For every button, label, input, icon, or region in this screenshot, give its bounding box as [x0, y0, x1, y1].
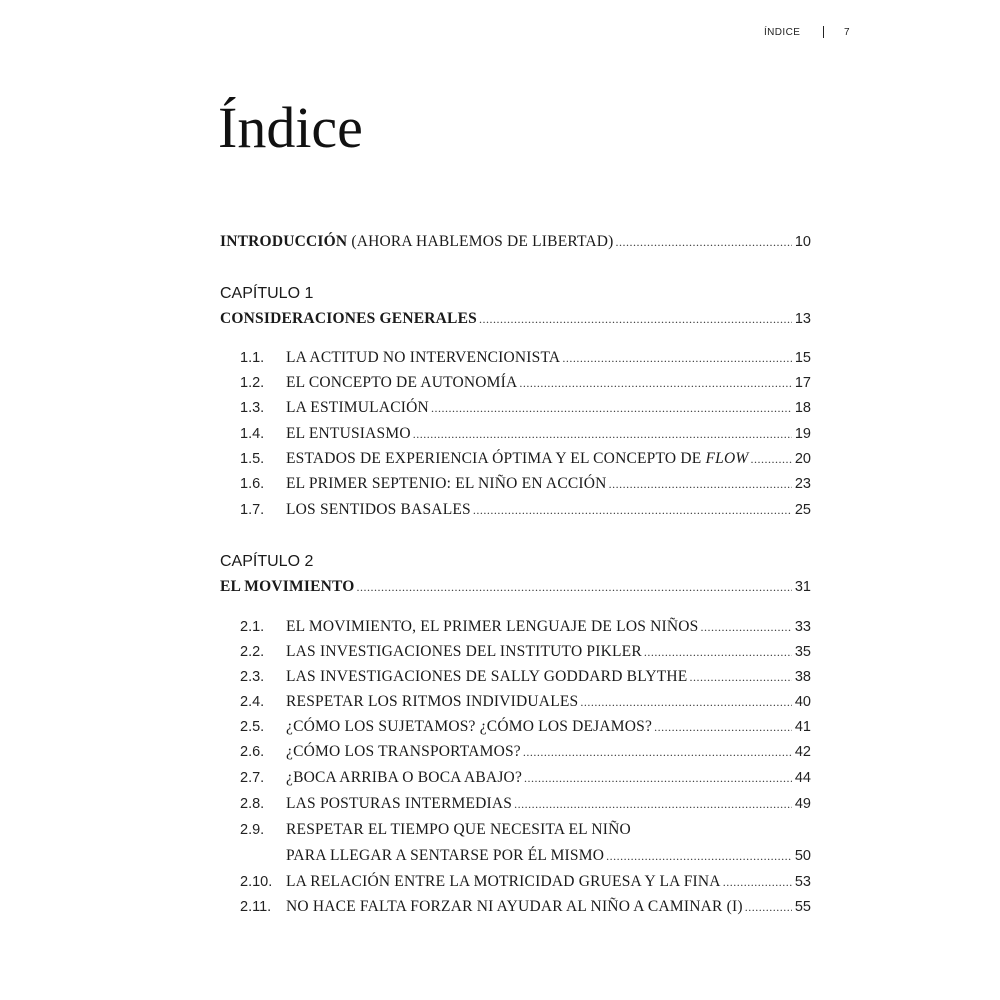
toc-entry-number: 2.8.	[240, 796, 265, 812]
dot-leader	[616, 231, 792, 253]
toc-entry-number: 2.3.	[240, 669, 265, 685]
running-head-page-number: 7	[844, 27, 850, 38]
toc-entry-label: EL CONCEPTO DE AUTONOMÍA	[286, 374, 518, 391]
toc-entry-2-7[interactable]	[240, 767, 811, 789]
toc-entry-page: 49	[794, 796, 811, 812]
toc-entry-2-2[interactable]	[240, 641, 811, 663]
chapter-2-title: EL MOVIMIENTO	[220, 578, 355, 595]
toc-entry-number: 2.2.	[240, 644, 265, 660]
toc-entry-label: LA RELACIÓN ENTRE LA MOTRICIDAD GRUESA Y LA FINA	[286, 873, 721, 890]
toc-entry-1-7[interactable]	[240, 499, 811, 521]
toc-entry-2-4[interactable]	[240, 691, 811, 713]
dot-leader	[689, 666, 791, 688]
dot-leader	[479, 308, 792, 330]
toc-entry-page: 15	[794, 350, 811, 366]
toc-entry-number: 2.1.	[240, 619, 265, 635]
dot-leader	[580, 691, 792, 713]
dot-leader	[745, 896, 792, 918]
toc-entry-label: ¿CÓMO LOS SUJETAMOS? ¿CÓMO LOS DEJAMOS?	[286, 718, 653, 735]
toc-entry-number: 2.9.	[240, 822, 265, 838]
toc-entry-2-10[interactable]	[240, 871, 811, 893]
dot-leader	[431, 397, 792, 419]
toc-entry-number: 1.2.	[240, 375, 265, 391]
toc-entry-number: 2.6.	[240, 744, 265, 760]
toc-entry-number: 1.6.	[240, 476, 265, 492]
toc-entry-label	[220, 231, 614, 253]
toc-entry-label: LAS INVESTIGACIONES DE SALLY GODDARD BLYTHE	[286, 668, 688, 685]
toc-entry-number: 2.4.	[240, 694, 265, 710]
page-title: Índice	[218, 95, 363, 160]
toc-entry-label: LAS POSTURAS INTERMEDIAS	[286, 795, 513, 812]
toc-entry-introduccion[interactable]	[220, 231, 811, 253]
toc-entry-page: 13	[794, 311, 811, 327]
toc-entry-page: 38	[794, 669, 811, 685]
toc-entry-label-rest: (AHORA HABLEMOS DE LIBERTAD)	[347, 233, 614, 250]
toc-entry-label: NO HACE FALTA FORZAR NI AYUDAR AL NIÑO A CAMINAR (I)	[286, 898, 743, 915]
toc-entry-label	[286, 448, 749, 470]
dot-leader	[606, 845, 792, 867]
toc-entry-page: 23	[794, 476, 811, 492]
running-head-title: ÍNDICE	[764, 27, 801, 38]
toc-entry-label: EL MOVIMIENTO, EL PRIMER LENGUAJE DE LOS NIÑOS	[286, 618, 699, 635]
toc-entry-label	[220, 308, 477, 330]
dot-leader	[413, 423, 792, 445]
toc-entry-number: 2.10.	[240, 874, 273, 890]
toc-entry-page: 42	[794, 744, 811, 760]
toc-entry-label: LA ESTIMULACIÓN	[286, 399, 429, 416]
toc-entry-page: 10	[794, 234, 811, 250]
toc-entry-label: EL ENTUSIASMO	[286, 425, 411, 442]
toc-entry-2-9[interactable]	[240, 819, 811, 841]
toc-entry-page: 18	[794, 400, 811, 416]
toc-entry-page: 19	[794, 426, 811, 442]
toc-entry-2-6[interactable]	[240, 741, 811, 763]
toc-entry-label: ¿CÓMO LOS TRANSPORTAMOS?	[286, 743, 521, 760]
dot-leader	[514, 793, 792, 815]
toc-entry-page: 17	[794, 375, 811, 391]
dot-leader	[523, 741, 792, 763]
toc-entry-2-11[interactable]	[240, 896, 811, 918]
toc-entry-page: 44	[794, 770, 811, 786]
dot-leader	[751, 448, 792, 470]
toc-entry-chapter-2-title[interactable]	[220, 576, 811, 598]
toc-entry-page: 35	[794, 644, 811, 660]
toc-entry-2-8[interactable]	[240, 793, 811, 815]
chapter-1-title: CONSIDERACIONES GENERALES	[220, 310, 477, 327]
toc-entry-label: RESPETAR EL TIEMPO QUE NECESITA EL NIÑO	[286, 821, 631, 838]
toc-entry-label-italic: FLOW	[705, 450, 749, 467]
toc-entry-1-1[interactable]	[240, 347, 811, 369]
toc-entry-2-3[interactable]	[240, 666, 811, 688]
dot-leader	[562, 347, 792, 369]
dot-leader	[644, 641, 792, 663]
toc-entry-1-4[interactable]	[240, 423, 811, 445]
toc-entry-page: 20	[794, 451, 811, 467]
dot-leader	[654, 716, 792, 738]
chapter-1-heading: CAPÍTULO 1	[220, 285, 314, 302]
dot-leader	[700, 616, 791, 638]
dot-leader	[519, 372, 791, 394]
toc-entry-page: 40	[794, 694, 811, 710]
dot-leader	[524, 767, 792, 789]
toc-entry-1-5[interactable]	[240, 448, 811, 470]
toc-entry-label-text: ESTADOS DE EXPERIENCIA ÓPTIMA Y EL CONCEPTO DE	[286, 450, 706, 467]
toc-entry-page: 33	[794, 619, 811, 635]
chapter-2-heading: CAPÍTULO 2	[220, 553, 314, 570]
toc-entry-chapter-1-title[interactable]	[220, 308, 811, 330]
dot-leader	[473, 499, 792, 521]
toc-entry-number: 2.7.	[240, 770, 265, 786]
toc-entry-page: 53	[794, 874, 811, 890]
dot-leader	[723, 871, 792, 893]
toc-entry-1-3[interactable]	[240, 397, 811, 419]
toc-entry-2-5[interactable]	[240, 716, 811, 738]
toc-entry-label: ¿BOCA ARRIBA O BOCA ABAJO?	[286, 769, 523, 786]
toc-entry-number: 1.7.	[240, 502, 265, 518]
toc-entry-label	[220, 576, 355, 598]
toc-entry-number: 2.11.	[240, 899, 272, 915]
dot-leader	[609, 473, 792, 495]
toc-entry-number: 1.1.	[240, 350, 265, 366]
toc-entry-label-bold: INTRODUCCIÓN	[220, 233, 348, 250]
toc-entry-label: LA ACTITUD NO INTERVENCIONISTA	[286, 349, 561, 366]
toc-entry-1-6[interactable]	[240, 473, 811, 495]
toc-entry-2-1[interactable]	[240, 616, 811, 638]
toc-entry-number: 1.3.	[240, 400, 265, 416]
toc-entry-label-continuation: PARA LLEGAR A SENTARSE POR ÉL MISMO	[286, 847, 605, 864]
toc-entry-label: LOS SENTIDOS BASALES	[286, 501, 471, 518]
toc-entry-page: 31	[794, 579, 811, 595]
toc-entry-2-9-continuation[interactable]	[240, 845, 811, 867]
toc-entry-page: 25	[794, 502, 811, 518]
toc-entry-1-2[interactable]	[240, 372, 811, 394]
toc-entry-label: LAS INVESTIGACIONES DEL INSTITUTO PIKLER	[286, 643, 642, 660]
toc-entry-number: 2.5.	[240, 719, 265, 735]
toc-entry-number: 1.5.	[240, 451, 265, 467]
toc-entry-number: 1.4.	[240, 426, 265, 442]
toc-entry-label: EL PRIMER SEPTENIO: EL NIÑO EN ACCIÓN	[286, 475, 607, 492]
dot-leader	[357, 576, 792, 598]
toc-entry-page: 50	[794, 848, 811, 864]
toc-entry-page: 41	[794, 719, 811, 735]
toc-entry-page: 55	[794, 899, 811, 915]
toc-entry-label: RESPETAR LOS RITMOS INDIVIDUALES	[286, 693, 579, 710]
